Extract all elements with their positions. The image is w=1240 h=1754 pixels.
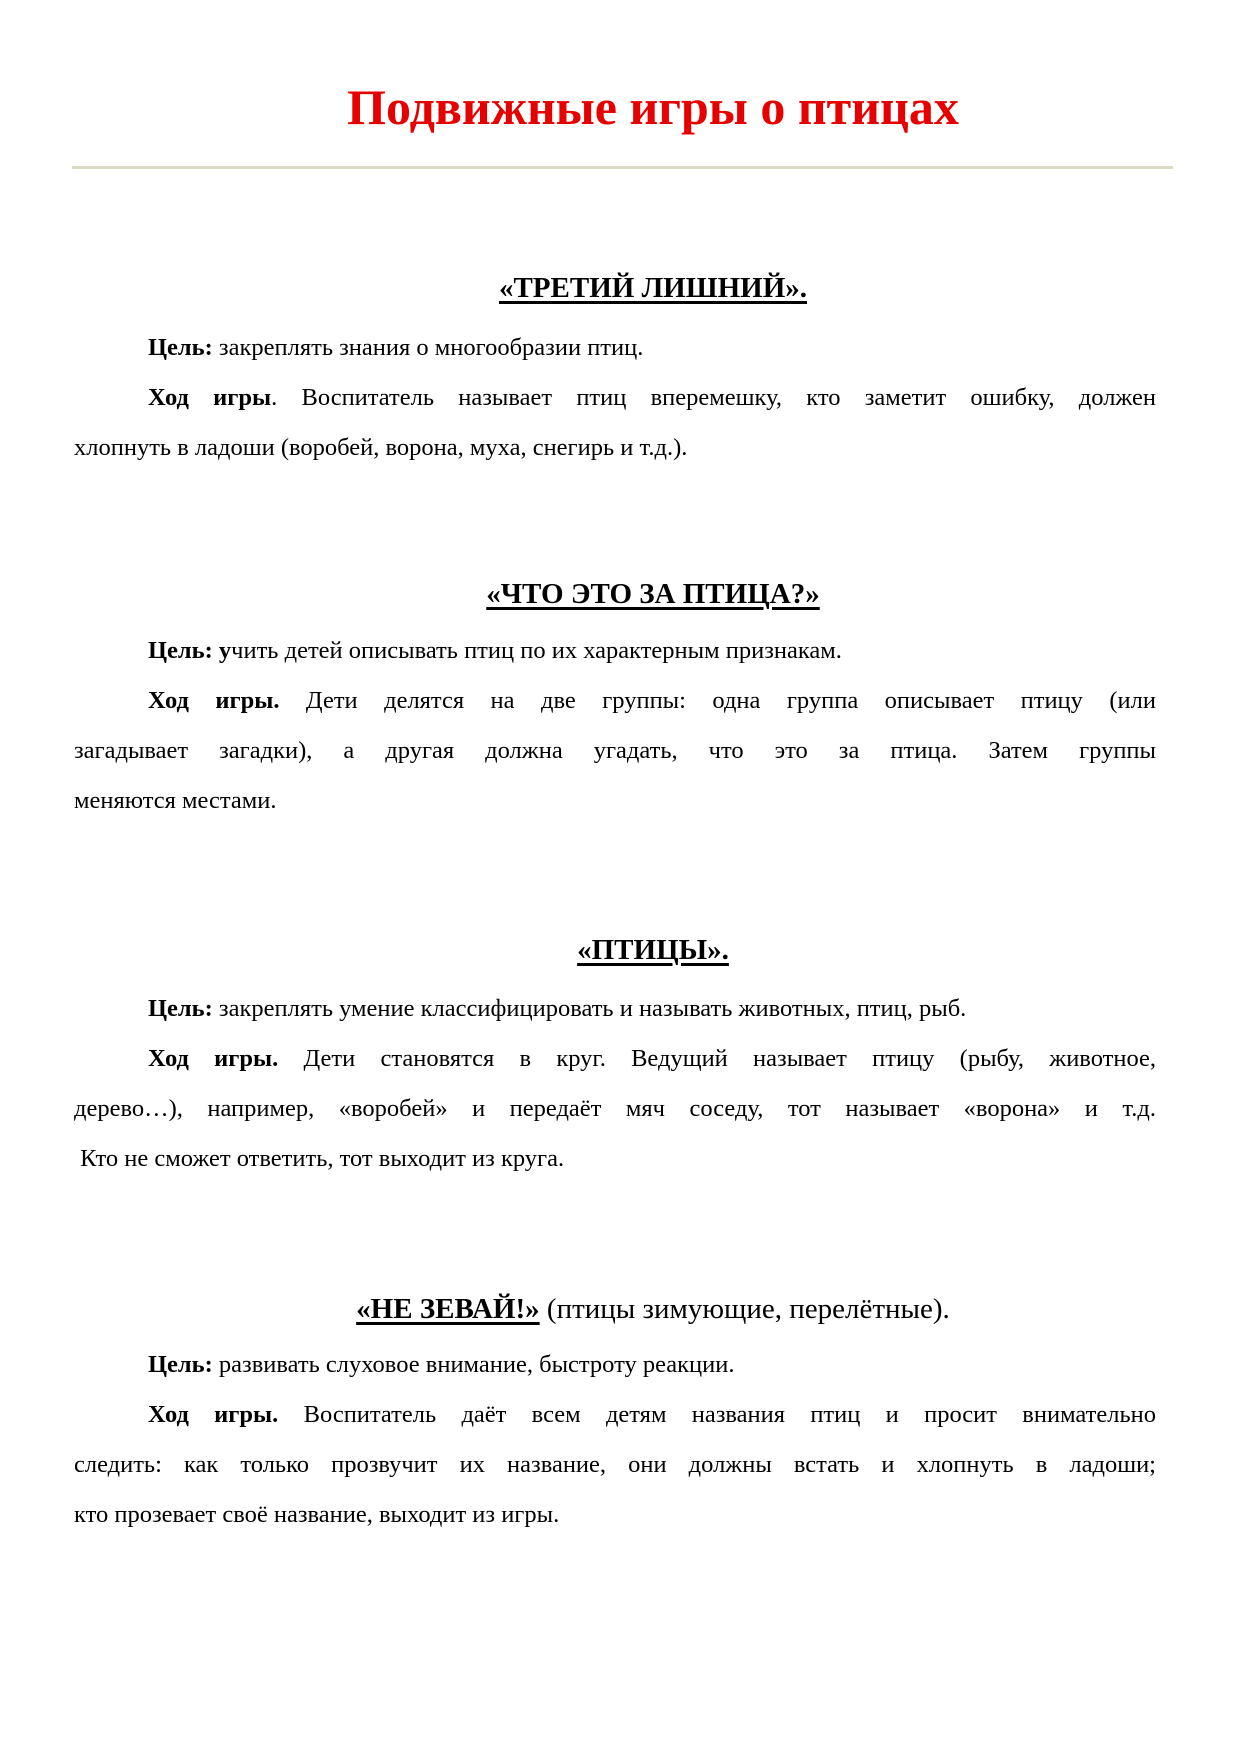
goal-label: Цель: у	[148, 637, 232, 664]
goal-label: Цель:	[148, 1351, 213, 1378]
heading-text: «ПТИЦЫ».	[577, 934, 729, 966]
goal-line	[148, 636, 1156, 666]
course-label: Ход игры.	[148, 1045, 279, 1072]
heading-text: «ТРЕТИЙ ЛИШНИЙ».	[498, 272, 808, 304]
course-line: дерево…), например, «воробей» и передаёт мяч соседу, тот называет «ворона» и т.д.	[74, 1095, 1156, 1122]
section-heading	[0, 578, 1240, 611]
course-line: кто прозевает своё название, выходит из игры.	[74, 1501, 560, 1528]
course-text: . Воспитатель называет птиц вперемешку, кто заметит ошибку, должен	[271, 384, 1157, 411]
heading-text: «ЧТО ЭТО ЗА ПТИЦА?»	[486, 578, 820, 610]
course-line: Кто не сможет ответить, тот выходит из круга.	[74, 1145, 565, 1172]
goal-label: Цель:	[148, 334, 213, 361]
course-line	[148, 1044, 1156, 1074]
course-label: Ход игры	[148, 384, 272, 411]
page-title: Подвижные игры о птицах	[347, 79, 959, 135]
course-label: Ход игры.	[148, 687, 280, 714]
section-heading	[0, 934, 1240, 967]
goal-line	[148, 994, 1156, 1024]
title-divider	[72, 166, 1173, 169]
course-line	[148, 1400, 1156, 1430]
course-line: загадывает загадки), а другая должна угадать, что это за птица. Затем группы	[74, 737, 1156, 764]
goal-text: закреплять знания о многообразии птиц.	[212, 334, 644, 361]
section-heading	[0, 1293, 1240, 1326]
course-label: Ход игры.	[148, 1401, 279, 1428]
goal-text: чить детей описывать птиц по их характерным признакам.	[231, 637, 842, 664]
course-line	[148, 383, 1156, 413]
course-text: Дети становятся в круг. Ведущий называет птицу (рыбу, животное,	[278, 1045, 1156, 1072]
goal-line	[148, 333, 1156, 363]
heading-suffix: (птицы зимующие, перелётные).	[539, 1293, 950, 1325]
heading-text: «НЕ ЗЕВАЙ!»	[356, 1293, 540, 1325]
goal-label: Цель:	[148, 995, 213, 1022]
course-text: Воспитатель даёт всем детям названия птиц и просит внимательно	[278, 1401, 1157, 1428]
course-line: хлопнуть в ладоши (воробей, ворона, муха, снегирь и т.д.).	[74, 434, 688, 461]
course-text: Дети делятся на две группы: одна группа описывает птицу (или	[279, 687, 1156, 714]
course-line	[148, 686, 1156, 716]
goal-line	[148, 1350, 1156, 1380]
course-line: следить: как только прозвучит их название, они должны встать и хлопнуть в ладоши;	[74, 1451, 1156, 1478]
course-line: меняются местами.	[74, 787, 277, 814]
goal-text: закреплять умение классифицировать и называть животных, птиц, рыб.	[212, 995, 967, 1022]
goal-text: развивать слуховое внимание, быстроту реакции.	[212, 1351, 735, 1378]
section-heading	[0, 272, 1240, 305]
